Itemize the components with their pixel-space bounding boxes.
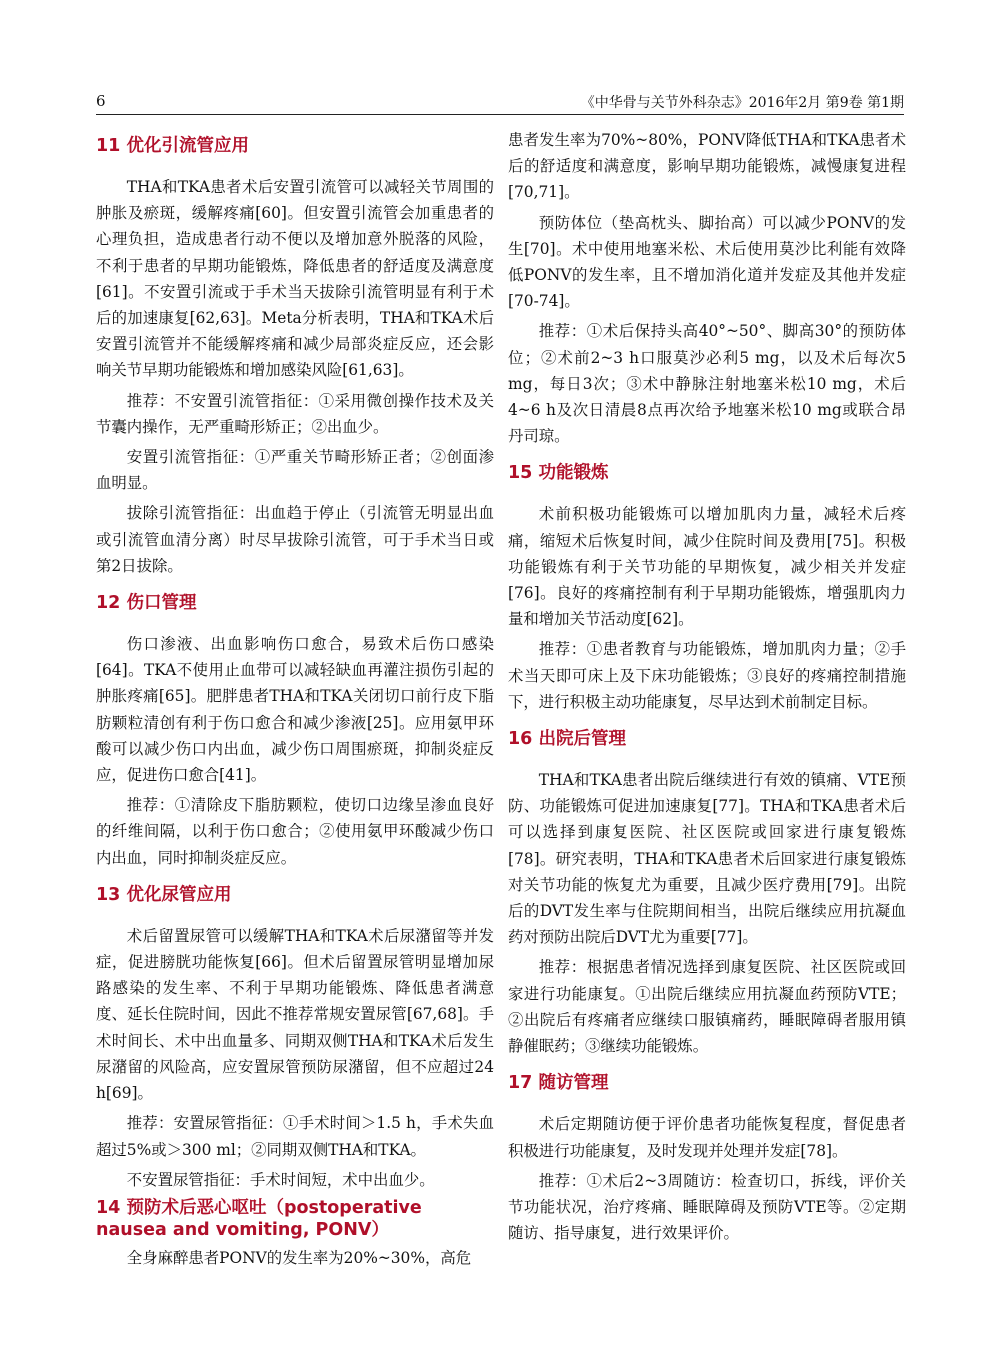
section-15-heading: 15 功能锻炼 <box>508 463 609 484</box>
journal-citation: 《中华骨与关节外科杂志》2016年2月 第9卷 第1期 <box>580 95 904 111</box>
section-13-recommendation: 推荐：安置尿管指征：①手术时间＞1.5 h，手术失血超过5%或＞300 ml；②同期双侧THA和TKA。 <box>96 1114 494 1159</box>
section-12-paragraph: 伤口渗液、出血影响伤口愈合，易致术后伤口感染[64]。TKA不使用止血带可以减轻缺血再灌注损伤引起的肿胀疼痛[65]。肥胖患者THA和TKA关闭切口前行皮下脂肪颗粒清创有利于伤口愈合和减少渗液[25]。应用氨甲环酸可以减少伤口内出血，减少伤口周围瘀斑，抑制炎症反应，促进伤口愈合[41]。 <box>96 635 494 785</box>
running-header <box>96 90 904 115</box>
section-13-no-catheter: 不安置尿管指征：手术时间短，术中出血少。 <box>126 1170 435 1189</box>
section-12-recommendation: 推荐：①清除皮下脂肪颗粒，使切口边缘呈渗血良好的纤维间隔，以利于伤口愈合；②使用氨甲环酸减少伤口内出血，同时抑制炎症反应。 <box>96 796 494 867</box>
section-17-heading: 17 随访管理 <box>508 1073 609 1094</box>
section-16-heading: 16 出院后管理 <box>508 729 626 750</box>
section-11-drain-indication: 安置引流管指征：①严重关节畸形矫正者；②创面渗血明显。 <box>96 448 494 493</box>
section-14-heading: 14 预防术后恶心呕吐（postoperative nausea and vomiting, PONV） <box>96 1197 422 1240</box>
right-column <box>508 127 906 1246</box>
section-11-drain-removal: 拔除引流管指征：出血趋于停止（引流管无明显出血或引流管血清分离）时尽早拔除引流管，可于手术当日或第2日拔除。 <box>96 504 494 575</box>
section-16-recommendation: 推荐：根据患者情况选择到康复医院、社区医院或回家进行功能康复。①出院后继续应用抗凝血药预防VTE；②出院后有疼痛者应继续口服镇痛药，睡眠障碍者服用镇静催眠药；③继续功能锻炼。 <box>508 958 906 1056</box>
section-12-heading: 12 伤口管理 <box>96 593 197 614</box>
page-number: 6 <box>96 92 106 110</box>
section-11-paragraph: THA和TKA患者术后安置引流管可以减轻关节周围的肿胀及瘀斑，缓解疼痛[60]。但安置引流管会加重患者的心理负担，造成患者行动不便以及增加意外脱落的风险，不利于患者的早期功能锻炼，降低患者的舒适度及满意度[61]。不安置引流或于手术当天拔除引流管明显有利于术后的加速康复[62,63]。Meta分析表明，THA和TKA术后安置引流管并不能缓解疼痛和减少局部炎症反应，还会影响关节早期功能锻炼和增加感染风险[61,63]。 <box>96 178 494 380</box>
section-13-heading: 13 优化尿管应用 <box>96 884 232 905</box>
section-15-paragraph: 术前积极功能锻炼可以增加肌肉力量，减轻术后疼痛，缩短术后恢复时间，减少住院时间及费用[75]。积极功能锻炼有利于关节功能的早期恢复，减少相关并发症[76]。良好的疼痛控制有利于早期功能锻炼，增强肌肉力量和增加关节活动度[62]。 <box>508 505 906 629</box>
section-17-paragraph: 术后定期随访便于评价患者功能恢复程度，督促患者积极进行功能康复，及时发现并处理并发症[78]。 <box>508 1115 906 1160</box>
section-14-position-paragraph: 预防体位（垫高枕头、脚抬高）可以减少PONV的发生[70]。术中使用地塞米松、术后使用莫沙比利能有效降低PONV的发生率，且不增加消化道并发症及其他并发症[70-74]。 <box>508 213 906 311</box>
section-14-recommendation: 推荐：①术后保持头高40°~50°、脚高30°的预防体位；②术前2~3 h口服莫沙必利5 mg，以及术后每次5 mg，每日3次；③术中静脉注射地塞米松10 mg，术后4~6 h及次日清晨8点再次给予地塞米松10 mg或联合昂丹司琼。 <box>508 322 906 446</box>
section-11-heading: 11 优化引流管应用 <box>96 136 249 156</box>
section-17-recommendation: 推荐：①术后2~3周随访：检查切口，拆线，评价关节功能状况，治疗疼痛、睡眠障碍及预防VTE等。②定期随访、指导康复，进行效果评价。 <box>508 1171 906 1243</box>
section-16-paragraph: THA和TKA患者出院后继续进行有效的镇痛、VTE预防、功能锻炼可促进加速康复[77]。THA和TKA患者术后可以选择到康复医院、社区医院或回家进行康复锻炼[78]。研究表明，THA和TKA患者术后回家进行康复锻炼对关节功能的恢复尤为重要，且减少医疗费用[79]。出院后的DVT发生率与住院期间相当，出院后继续应用抗凝血药对预防出院后DVT尤为重要[77]。 <box>508 771 906 947</box>
section-13-paragraph: 术后留置尿管可以缓解THA和TKA术后尿潴留等并发症，促进膀胱功能恢复[66]。但术后留置尿管明显增加尿路感染的发生率、不利于早期功能锻炼、降低患者满意度、延长住院时间，因此不推荐常规安置尿管[67,68]。手术时间长、术中出血量多、同期双侧THA和TKA术后发生尿潴留的风险高，应安置尿管预防尿潴留，但不应超过24 h[69]。 <box>96 926 494 1103</box>
section-15-recommendation: 推荐：①患者教育与功能锻炼，增加肌肉力量；②手术当天即可床上及下床功能锻炼；③良好的疼痛控制措施下，进行积极主动功能康复，尽早达到术前制定目标。 <box>508 640 906 711</box>
section-14-paragraph-continued: 患者发生率为70%~80%，PONV降低THA和TKA患者术后的舒适度和满意度，影响早期功能锻炼，减慢康复进程[70,71]。 <box>508 131 906 202</box>
left-column <box>96 132 494 1271</box>
section-11-recommendation: 推荐：不安置引流管指征：①采用微创操作技术及关节囊内操作，无严重畸形矫正；②出血少。 <box>96 391 494 436</box>
section-14-paragraph-start: 全身麻醉患者PONV的发生率为20%~30%，高危 <box>126 1248 472 1267</box>
